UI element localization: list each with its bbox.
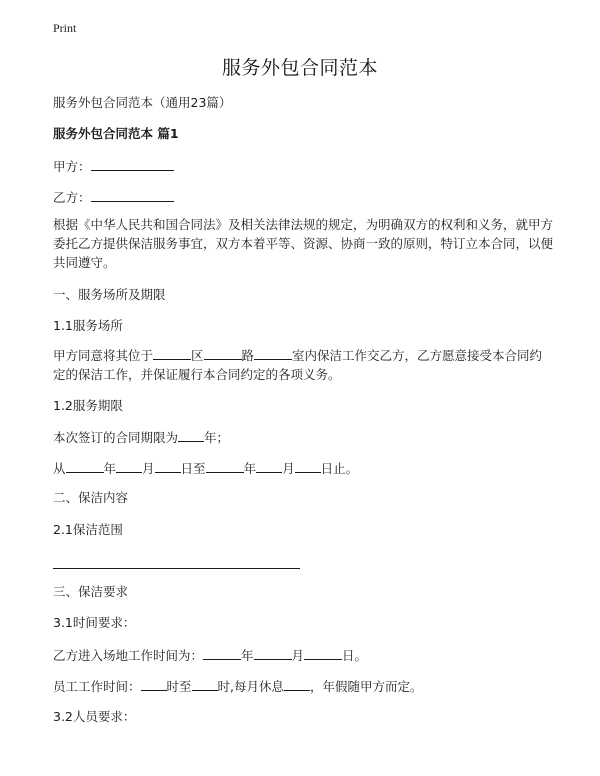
term-blank bbox=[178, 429, 204, 442]
to-text: 日至 bbox=[180, 461, 206, 476]
staff-hours-line bbox=[53, 678, 423, 695]
entry-month-text: 月 bbox=[291, 648, 305, 663]
to-month-text: 月 bbox=[282, 461, 295, 476]
location-text-4: 室内保洁工作交乙方，乙方愿意接受本合同约定的保洁工作，并保证履行本合同约定的各项义务。 bbox=[53, 348, 543, 382]
section1-heading: 一、服务场所及期限 bbox=[53, 287, 166, 302]
to-day-blank bbox=[295, 460, 321, 473]
staff-text-4: ，年假随甲方而定。 bbox=[310, 679, 423, 694]
section1-2-heading: 1.2服务期限 bbox=[53, 398, 123, 413]
from-text: 从 bbox=[53, 461, 66, 476]
location-blank-3 bbox=[254, 347, 292, 360]
section3-1-heading: 3.1时间要求： bbox=[53, 615, 136, 630]
entry-text: 乙方进入场地工作时间为： bbox=[53, 648, 204, 663]
entry-year-text: 年 bbox=[241, 648, 254, 663]
to-month-blank bbox=[256, 460, 282, 473]
section2-heading: 二、保洁内容 bbox=[53, 490, 129, 505]
to-year-blank bbox=[206, 460, 244, 473]
from-day-blank bbox=[155, 460, 181, 473]
entry-day-text: 日。 bbox=[342, 648, 368, 663]
party-a-line bbox=[53, 158, 174, 175]
section3-2-heading: 3.2人员要求： bbox=[53, 709, 136, 724]
location-text-1: 甲方同意将其位于 bbox=[53, 348, 154, 363]
to-year-text: 年 bbox=[243, 461, 257, 476]
preamble-paragraph: 根据《中华人民共和国合同法》及相关法律法规的规定，为明确双方的权利和义务，就甲方委托乙方提供保洁服务事宜，双方本着平等、资源、协商一致的原则，特订立本合同，以便共同遵守。 bbox=[53, 217, 554, 270]
print-label[interactable]: Print bbox=[53, 21, 77, 35]
party-a-blank bbox=[91, 158, 174, 171]
entry-day-blank bbox=[304, 647, 342, 660]
location-blank-2 bbox=[204, 347, 242, 360]
service-location-paragraph bbox=[53, 346, 553, 384]
staff-rest-blank bbox=[284, 678, 310, 691]
end-text: 日止。 bbox=[320, 461, 359, 476]
cleaning-scope-blank-line bbox=[53, 568, 300, 569]
party-a-label: 甲方： bbox=[53, 159, 91, 174]
document-subtitle: 服务外包合同范本（通用23篇） bbox=[53, 95, 232, 110]
party-b-blank bbox=[91, 189, 174, 202]
staff-text-2: 时至 bbox=[166, 679, 192, 694]
location-blank-1 bbox=[153, 347, 191, 360]
staff-end-blank bbox=[192, 678, 218, 691]
party-b-line bbox=[53, 189, 174, 206]
entry-time-line bbox=[53, 647, 367, 664]
from-year-blank bbox=[66, 460, 104, 473]
location-text-2: 区 bbox=[191, 348, 204, 363]
document-title: 服务外包合同范本 bbox=[221, 57, 378, 79]
term-text-1: 本次签订的合同期限为 bbox=[53, 430, 179, 445]
section2-1-heading: 2.1保洁范围 bbox=[53, 522, 123, 537]
section3-heading: 三、保洁要求 bbox=[53, 584, 129, 599]
entry-month-blank bbox=[254, 647, 292, 660]
location-text-3: 路 bbox=[241, 348, 255, 363]
staff-text-3: 时,每月休息 bbox=[217, 679, 285, 694]
section1-1-heading: 1.1服务场所 bbox=[53, 318, 123, 333]
term-text-2: 年； bbox=[204, 430, 230, 445]
from-month-blank bbox=[116, 460, 142, 473]
date-range-line bbox=[53, 460, 358, 477]
term-line bbox=[53, 429, 229, 446]
from-year-text: 年 bbox=[103, 461, 117, 476]
staff-text-1: 员工工作时间： bbox=[53, 679, 141, 694]
section-heading: 服务外包合同范本 篇1 bbox=[53, 126, 179, 141]
from-month-text: 月 bbox=[142, 461, 155, 476]
entry-year-blank bbox=[203, 647, 241, 660]
party-b-label: 乙方： bbox=[53, 190, 91, 205]
staff-start-blank bbox=[141, 678, 167, 691]
